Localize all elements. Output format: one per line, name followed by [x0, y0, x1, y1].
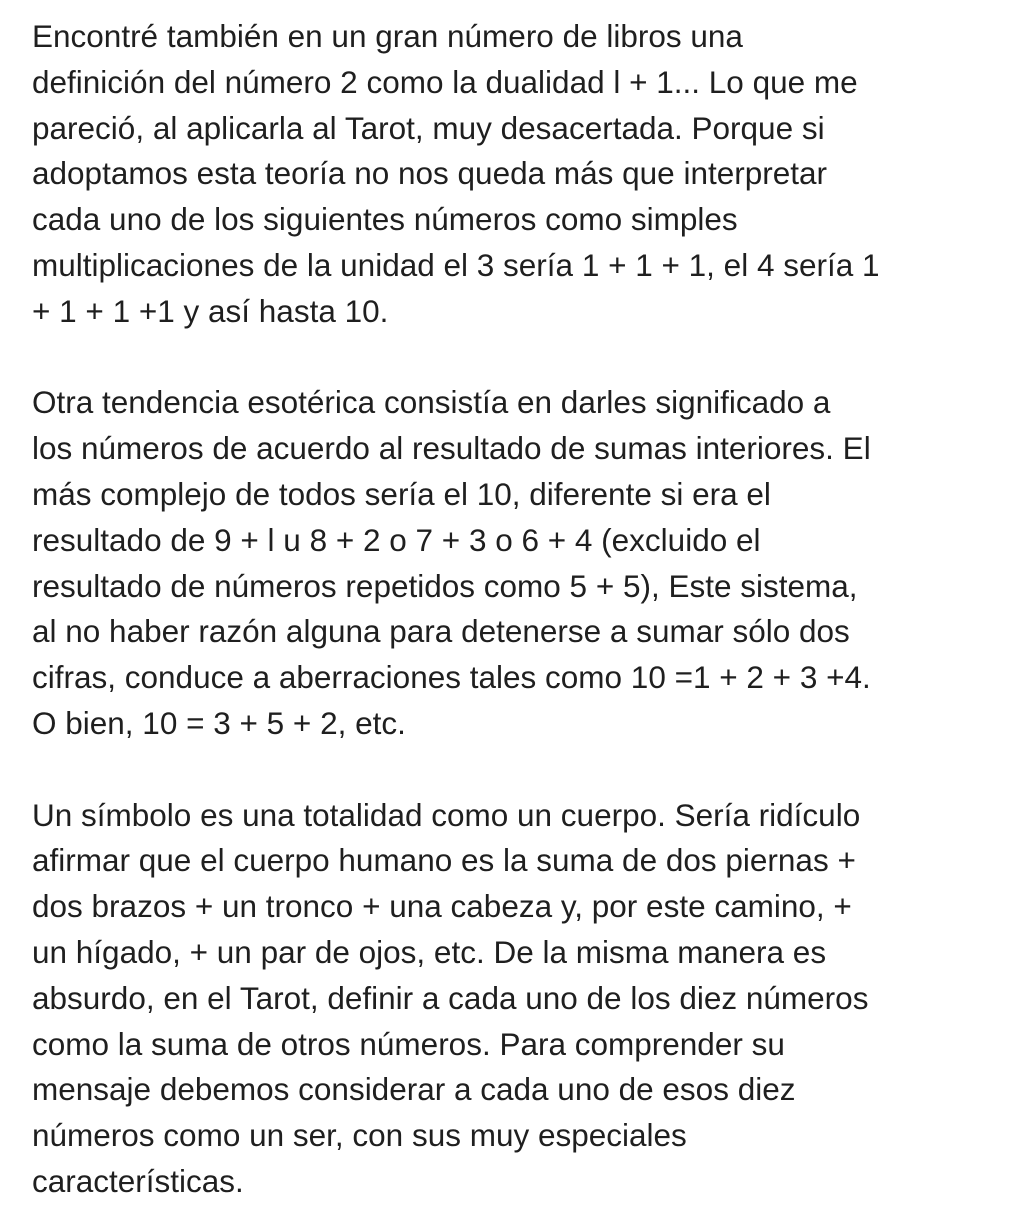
text-line: los números de acuerdo al resultado de sumas interiores. El	[32, 430, 871, 467]
text-line: Un símbolo es una totalidad como un cuerpo. Sería ridículo	[32, 796, 861, 833]
text-line: + 1 + 1 +1 y así hasta 10.	[32, 292, 389, 329]
text-line: afirmar que el cuerpo humano es la suma de dos piernas +	[32, 842, 856, 879]
text-line: resultado de números repetidos como 5 + 5), Este sistema,	[32, 567, 858, 604]
document-body	[32, 14, 982, 1205]
text-line: como la suma de otros números. Para comprender su	[32, 1025, 785, 1062]
text-line: definición del número 2 como la dualidad l + 1... Lo que me	[32, 63, 858, 100]
text-line: un hígado, + un par de ojos, etc. De la misma manera es	[32, 933, 827, 970]
text-line: cada uno de los siguientes números como simples	[32, 201, 738, 238]
text-line: O bien, 10 = 3 + 5 + 2, etc.	[32, 704, 406, 741]
text-line: adoptamos esta teoría no nos queda más que interpretar	[32, 155, 828, 192]
text-line: dos brazos + un tronco + una cabeza y, por este camino, +	[32, 888, 852, 925]
text-line: mensaje debemos considerar a cada uno de esos diez	[32, 1071, 796, 1108]
text-line: absurdo, en el Tarot, definir a cada uno de los diez números	[32, 979, 869, 1016]
text-line: más complejo de todos sería el 10, diferente si era el	[32, 475, 771, 512]
text-line: pareció, al aplicarla al Tarot, muy desacertada. Porque si	[32, 109, 825, 146]
paragraph-1	[32, 14, 982, 335]
text-line: multiplicaciones de la unidad el 3 sería 1 + 1 + 1, el 4 sería 1	[32, 246, 880, 283]
text-line: características.	[32, 1162, 244, 1199]
text-line: Encontré también en un gran número de libros una	[32, 18, 743, 54]
text-line: números como un ser, con sus muy especiales	[32, 1117, 687, 1154]
text-line: Otra tendencia esotérica consistía en darles significado a	[32, 384, 831, 421]
paragraph-3	[32, 793, 982, 1205]
text-line: cifras, conduce a aberraciones tales como 10 =1 + 2 + 3 +4.	[32, 659, 871, 696]
paragraph-2	[32, 380, 982, 746]
text-line: resultado de 9 + l u 8 + 2 o 7 + 3 o 6 + 4 (excluido el	[32, 521, 761, 558]
text-line: al no haber razón alguna para detenerse a sumar sólo dos	[32, 613, 850, 650]
